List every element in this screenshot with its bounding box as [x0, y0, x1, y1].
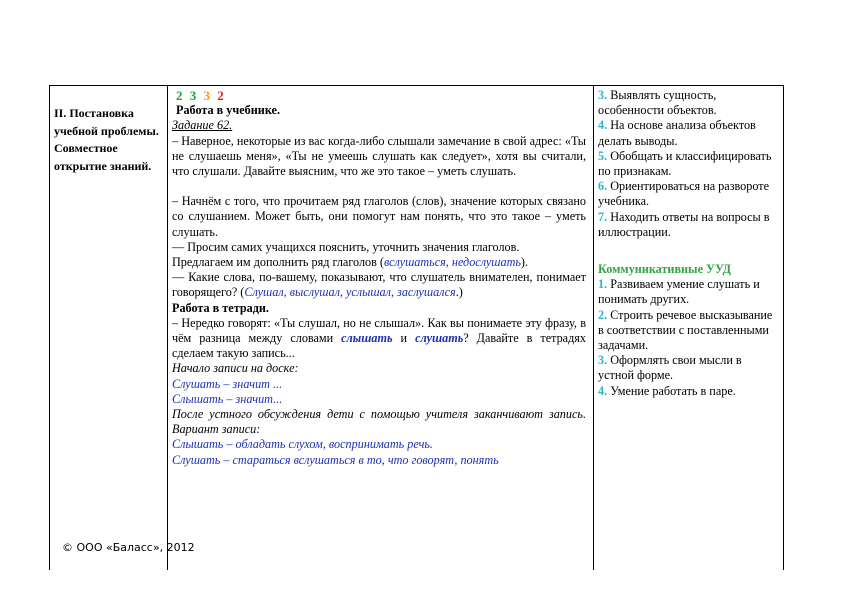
paragraph-1: – Наверное, некоторые из вас когда-либо слышали замечание в свой адрес: «Ты не слушаешь меня», «Ты не умеешь слушать как следует», хотя вы считали, что слушали. Давайте выясним, что же это такое – уметь слушать. — [172, 133, 586, 179]
comm-item-2: 2. Строить речевое высказывание в соответствии с поставленными задачами. — [598, 307, 773, 353]
comm-item-4: 4. Умение работать в паре. — [598, 383, 736, 398]
table-top-border — [49, 85, 784, 86]
uud-item-5: 5. Обобщать и классифицировать по признакам. — [598, 148, 772, 179]
comm-item-1: 1. Развиваем умение слушать и понимать других. — [598, 277, 760, 307]
uud-item-3: 3. Выявлять сущность, особенности объектов. — [598, 88, 717, 118]
number-4: 2 — [217, 88, 226, 103]
stage-heading: II. Постановка учебной проблемы. Совместное открытие знаний. — [54, 106, 159, 173]
table-right-border — [783, 85, 784, 570]
variant-line-1: Слышать – обладать слухом, воспринимать речь. — [172, 437, 433, 452]
section-title: Работа в учебнике. — [176, 103, 280, 118]
difficulty-numbers — [176, 88, 586, 103]
paragraph-6: – Нередко говорят: «Ты слушал, но не слышал». Как вы понимаете эту фразу, в чём разница между словами слышать и слушать? Давайте в тетрадях сделаем такую запись... — [172, 315, 586, 361]
uud-item-4: 4. На основе анализа объектов делать выводы. — [598, 118, 756, 148]
copyright-footer: © ООО «Баласс», 2012 — [62, 541, 195, 554]
paragraph-5: — Какие слова, по-вашему, показывают, что слушатель внимателен, понимает говорящего? (Слушал, выслушал, услышал, заслушался.) — [172, 270, 586, 300]
after-discussion: После устного обсуждения дети с помощью учителя заканчивают запись. Вариант записи: — [172, 407, 586, 437]
paragraph-4: Предлагаем им дополнить ряд глаголов (вслушаться, недослушать). — [172, 255, 529, 270]
variant-line-2: Слушать – стараться вслушаться в то, что говорят, понять — [172, 452, 499, 467]
verb-additions: вслушаться, недослушать — [383, 255, 521, 270]
table-left-border — [49, 85, 50, 570]
lesson-content — [172, 88, 586, 468]
board-note: Начало записи на доске: — [172, 361, 299, 376]
number-1: 2 — [176, 88, 185, 103]
board-line-1: Слушать – значит ... — [172, 376, 283, 391]
number-3: 3 — [203, 88, 212, 103]
uud-item-6: 6. Ориентироваться на развороте учебника. — [598, 179, 770, 209]
board-line-2: Слышать – значит... — [172, 391, 283, 406]
communicative-uud-title: Коммуникативные УУД — [598, 262, 732, 277]
paragraph-2: – Начнём с того, что прочитаем ряд глаголов (слов), значение которых связано со слушанием. Может быть, они помогут нам понять, что это такое – уметь слушать. — [172, 194, 586, 239]
column-divider-1 — [167, 85, 168, 570]
attentive-words: Слушал, выслушал, услышал, заслушался — [244, 285, 456, 300]
uud-column — [598, 88, 780, 399]
paragraph-3: — Просим самих учащихся пояснить, уточнить значения глаголов. — [172, 239, 520, 254]
uud-item-7: 7. Находить ответы на вопросы в иллюстрации. — [598, 209, 770, 239]
column-divider-2 — [593, 85, 594, 570]
section-title-2: Работа в тетради. — [172, 300, 269, 315]
comm-item-3: 3. Оформлять свои мысли в устной форме. — [598, 353, 742, 383]
task-label: Задание 62. — [172, 118, 233, 133]
number-2: 3 — [189, 88, 199, 103]
